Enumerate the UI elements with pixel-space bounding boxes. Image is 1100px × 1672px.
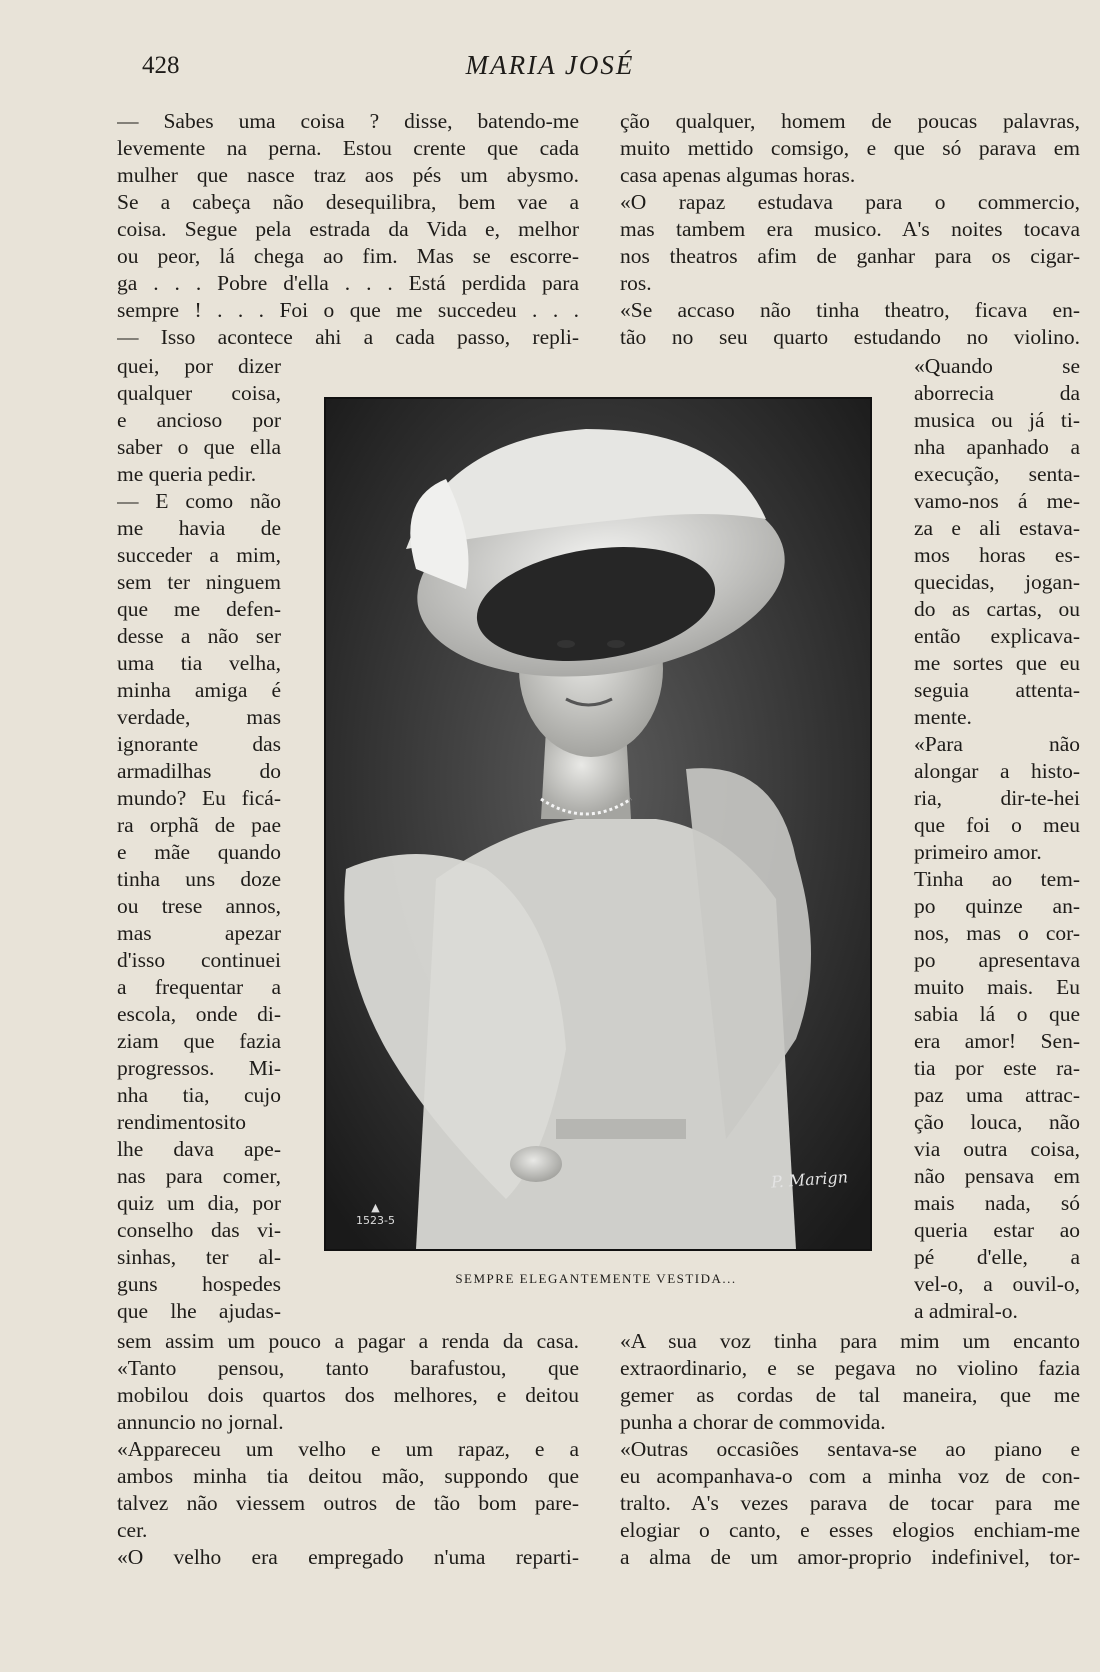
text-line: elogiar o canto, e esses elogios enchiam-me [620,1518,1080,1542]
text-line: «Se accaso não tinha theatro, ficava en- [620,298,1080,322]
text-line: progressos. Mi- [117,1056,281,1080]
text-line: coisa. Segue pela estrada da Vida e, melhor [117,217,579,241]
text-line: nha tia, cujo [117,1083,281,1107]
text-line: e ancioso por [117,408,281,432]
text-line: a alma de um amor-proprio indefinivel, tor- [620,1545,1080,1569]
text-line: succeder a mim, [117,543,281,567]
text-line: tão no seu quarto estudando no violino. [620,325,1080,349]
running-title: MARIA JOSÉ [465,50,635,80]
text-line: casa apenas algumas horas. [620,163,856,187]
text-line: sabia lá o que [914,1002,1080,1026]
text-line: que lhe ajudas- [117,1299,281,1323]
text-line: e mãe quando [117,840,281,864]
text-line: a admiral-o. [914,1299,1018,1323]
text-line: ria, dir-te-hei [914,786,1080,810]
text-line: execução, senta- [914,462,1080,486]
text-line: tralto. A's vezes parava de tocar para me [620,1491,1080,1515]
text-line: Tinha ao tem- [914,867,1080,891]
text-line: eu acompanhava-o com a minha voz de con- [620,1464,1080,1488]
text-line: ros. [620,271,652,295]
text-line: za e ali estava- [914,516,1080,540]
text-line: nha apanhado a [914,435,1080,459]
text-line: minha amiga é [117,678,281,702]
text-line: — E como não [117,489,281,513]
text-line: ou peor, lá chega ao fim. Mas se escorre- [117,244,579,268]
text-line: «Appareceu um velho e um rapaz, e a [117,1437,579,1461]
text-line: mente. [914,705,972,729]
text-line: tia por este ra- [914,1056,1080,1080]
text-line: mulher que nasce traz aos pés um abysmo. [117,163,579,187]
text-line: ção louca, não [914,1110,1080,1134]
text-line: sem ter ninguem [117,570,281,594]
text-line: uma tia velha, [117,651,281,675]
text-line: muito mettido comsigo, e que só parava em [620,136,1080,160]
text-line: quiz um dia, por [117,1191,281,1215]
text-line: vel-o, a ouvil-o, [914,1272,1080,1296]
text-line: que foi o meu [914,813,1080,837]
text-line: talvez não viessem outros de tão bom pare- [117,1491,579,1515]
text-line: me havia de [117,516,281,540]
text-line: sinhas, ter al- [117,1245,281,1269]
text-line: tinha uns doze [117,867,281,891]
portrait-photograph [324,397,872,1251]
text-line: armadilhas do [117,759,281,783]
text-line: paz uma attrac- [914,1083,1080,1107]
text-line: quecidas, jogan- [914,570,1080,594]
text-line: escola, onde di- [117,1002,281,1026]
text-line: queria estar ao [914,1218,1080,1242]
text-line: musica ou já ti- [914,408,1080,432]
text-line: muito mais. Eu [914,975,1080,999]
text-line: qualquer coisa, [117,381,281,405]
text-line: era amor! Sen- [914,1029,1080,1053]
text-line: a frequentar a [117,975,281,999]
text-line: mais nada, só [914,1191,1080,1215]
text-line: mos horas es- [914,543,1080,567]
text-line: po quinze an- [914,894,1080,918]
photo-stamp [356,1201,395,1227]
photo-stamp-code: 1523-5 [356,1214,395,1227]
text-line: me queria pedir. [117,462,257,486]
triangle-logo-icon: ▲ [371,1201,380,1214]
text-line: punha a chorar de commovida. [620,1410,886,1434]
text-line: me sortes que eu [914,651,1080,675]
text-line: verdade, mas [117,705,281,729]
text-line: ra orphã de pae [117,813,281,837]
text-line: ga . . . Pobre d'ella . . . Está perdida para [117,271,579,295]
text-line: ignorante das [117,732,281,756]
text-line: que me defen- [117,597,281,621]
text-line: aborrecia da [914,381,1080,405]
text-line: «Tanto pensou, tanto barafustou, que [117,1356,579,1380]
text-line: nos, mas o cor- [914,921,1080,945]
figure-caption: SEMPRE ELEGANTEMENTE VESTIDA... [455,1271,737,1286]
text-line: nos theatros afim de ganhar para os cigar- [620,244,1080,268]
text-line: levemente na perna. Estou crente que cada [117,136,579,160]
text-line: «Para não [914,732,1080,756]
text-line: mobilou dois quartos dos melhores, e deitou [117,1383,579,1407]
text-line: ou trese annos, [117,894,281,918]
text-line: ambos minha tia deitou mão, suppondo que [117,1464,579,1488]
text-line: lhe dava ape- [117,1137,281,1161]
text-line: desse a não ser [117,624,281,648]
text-line: então explicava- [914,624,1080,648]
text-line: cer. [117,1518,148,1542]
text-line: d'isso continuei [117,948,281,972]
text-line: — Sabes uma coisa ? disse, batendo-me [117,109,579,133]
text-line: mas apezar [117,921,281,945]
text-line: via outra coisa, [914,1137,1080,1161]
text-line: «Outras occasiões sentava-se ao piano e [620,1437,1080,1461]
text-line: rendimentosito [117,1110,246,1134]
text-line: po apresentava [914,948,1080,972]
text-line: conselho das vi- [117,1218,281,1242]
text-line: alongar a histo- [914,759,1080,783]
text-line: ziam que fazia [117,1029,281,1053]
text-line: primeiro amor. [914,840,1042,864]
text-line: «O rapaz estudava para o commercio, [620,190,1080,214]
text-line: vamo-nos á me- [914,489,1080,513]
text-line: mas tambem era musico. A's noites tocava [620,217,1080,241]
text-line: «Quando se [914,354,1080,378]
text-line: sempre ! . . . Foi o que me succedeu . . . [117,298,579,322]
text-line: «A sua voz tinha para mim um encanto [620,1329,1080,1353]
page-number: 428 [142,52,180,79]
text-line: do as cartas, ou [914,597,1080,621]
text-line: saber o que ella [117,435,281,459]
text-line: ção qualquer, homem de poucas palavras, [620,109,1080,133]
portrait-image [326,399,870,1249]
text-line: gemer as cordas de tal maneira, que me [620,1383,1080,1407]
text-line: sem assim um pouco a pagar a renda da casa. [117,1329,579,1353]
text-line: annuncio no jornal. [117,1410,284,1434]
text-line: «O velho era empregado n'uma reparti- [117,1545,579,1569]
text-line: extraordinario, e se pegava no violino fazia [620,1356,1080,1380]
text-line: Se a cabeça não desequilibra, bem vae a [117,190,579,214]
text-line: nas para comer, [117,1164,281,1188]
text-line: mundo? Eu ficá- [117,786,281,810]
photographer-signature: P. Marign [770,1167,849,1192]
text-line: seguia attenta- [914,678,1080,702]
text-line: guns hospedes [117,1272,281,1296]
text-line: quei, por dizer [117,354,281,378]
text-line: pé d'elle, a [914,1245,1080,1269]
text-line: — Isso acontece ahi a cada passo, repli- [117,325,579,349]
text-line: não pensava em [914,1164,1080,1188]
